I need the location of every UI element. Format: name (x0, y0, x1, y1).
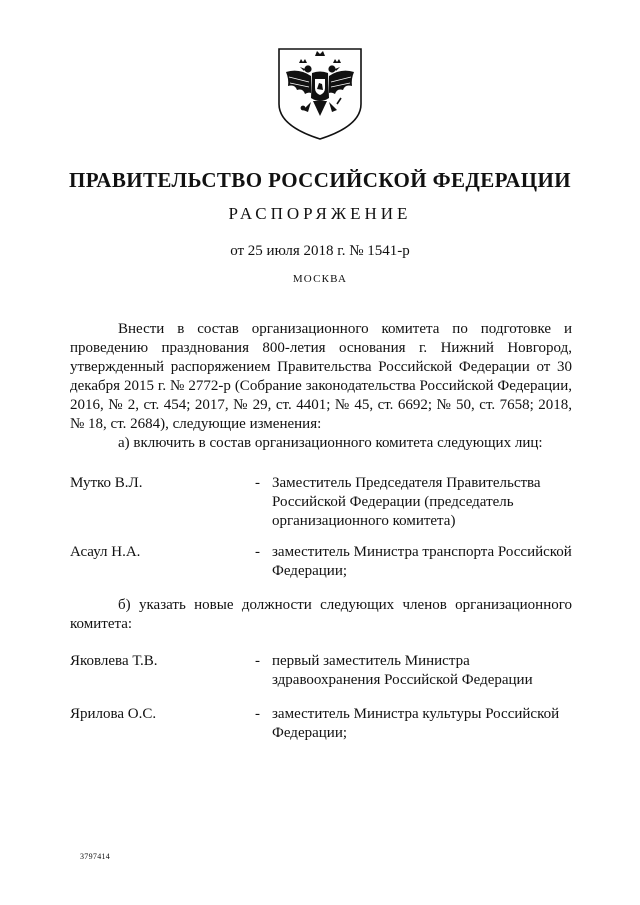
main-paragraph (70, 320, 572, 434)
item-b: б) указать новые должности следующих членов организационного комитета: (70, 597, 572, 632)
main-paragraph-text: Внести в состав организационного комитета по подготовке и проведению празднования 800-летия основания г. Нижний Новгород, утвержденный распоряжением Правительства Российской Федерации от 30 декабря 2015 г. № 2772-р (Собрание законодательства Российской Федерации, 2016, № 2, ст. 454; 2017, № 29, ст. 4401; № 45, ст. 6692; № 50, ст. 7658; 2018, № 18, ст. 2684), следующие изменения: (70, 321, 572, 432)
coat-of-arms-icon (275, 46, 365, 142)
document-type: РАСПОРЯЖЕНИЕ (228, 204, 412, 223)
person-position: заместитель Министра транспорта Российской Федерации; (272, 544, 572, 579)
dash: - (255, 653, 260, 669)
person-position: заместитель Министра культуры Российской Федерации; (272, 706, 560, 741)
document-number: 3797414 (80, 852, 111, 861)
city: МОСКВА (292, 273, 348, 285)
date-and-number: от 25 июля 2018 г. № 1541-р (230, 243, 410, 259)
dash: - (255, 544, 260, 560)
person-position: Заместитель Председателя Правительства Российской Федерации (председатель организационного комитета) (272, 475, 541, 529)
person-name: Мутко В.Л. (70, 475, 143, 491)
person-position: первый заместитель Министра здравоохранения Российской Федерации (272, 653, 533, 688)
dash: - (255, 475, 260, 491)
government-title: ПРАВИТЕЛЬСТВО РОССИЙСКОЙ ФЕДЕРАЦИИ (69, 168, 571, 192)
item-a: а) включить в состав организационного комитета следующих лиц: (118, 435, 543, 451)
person-name: Ярилова О.С. (70, 706, 157, 722)
person-name: Яковлева Т.В. (70, 653, 158, 669)
person-name: Асаул Н.А. (70, 544, 141, 560)
dash: - (255, 706, 260, 722)
